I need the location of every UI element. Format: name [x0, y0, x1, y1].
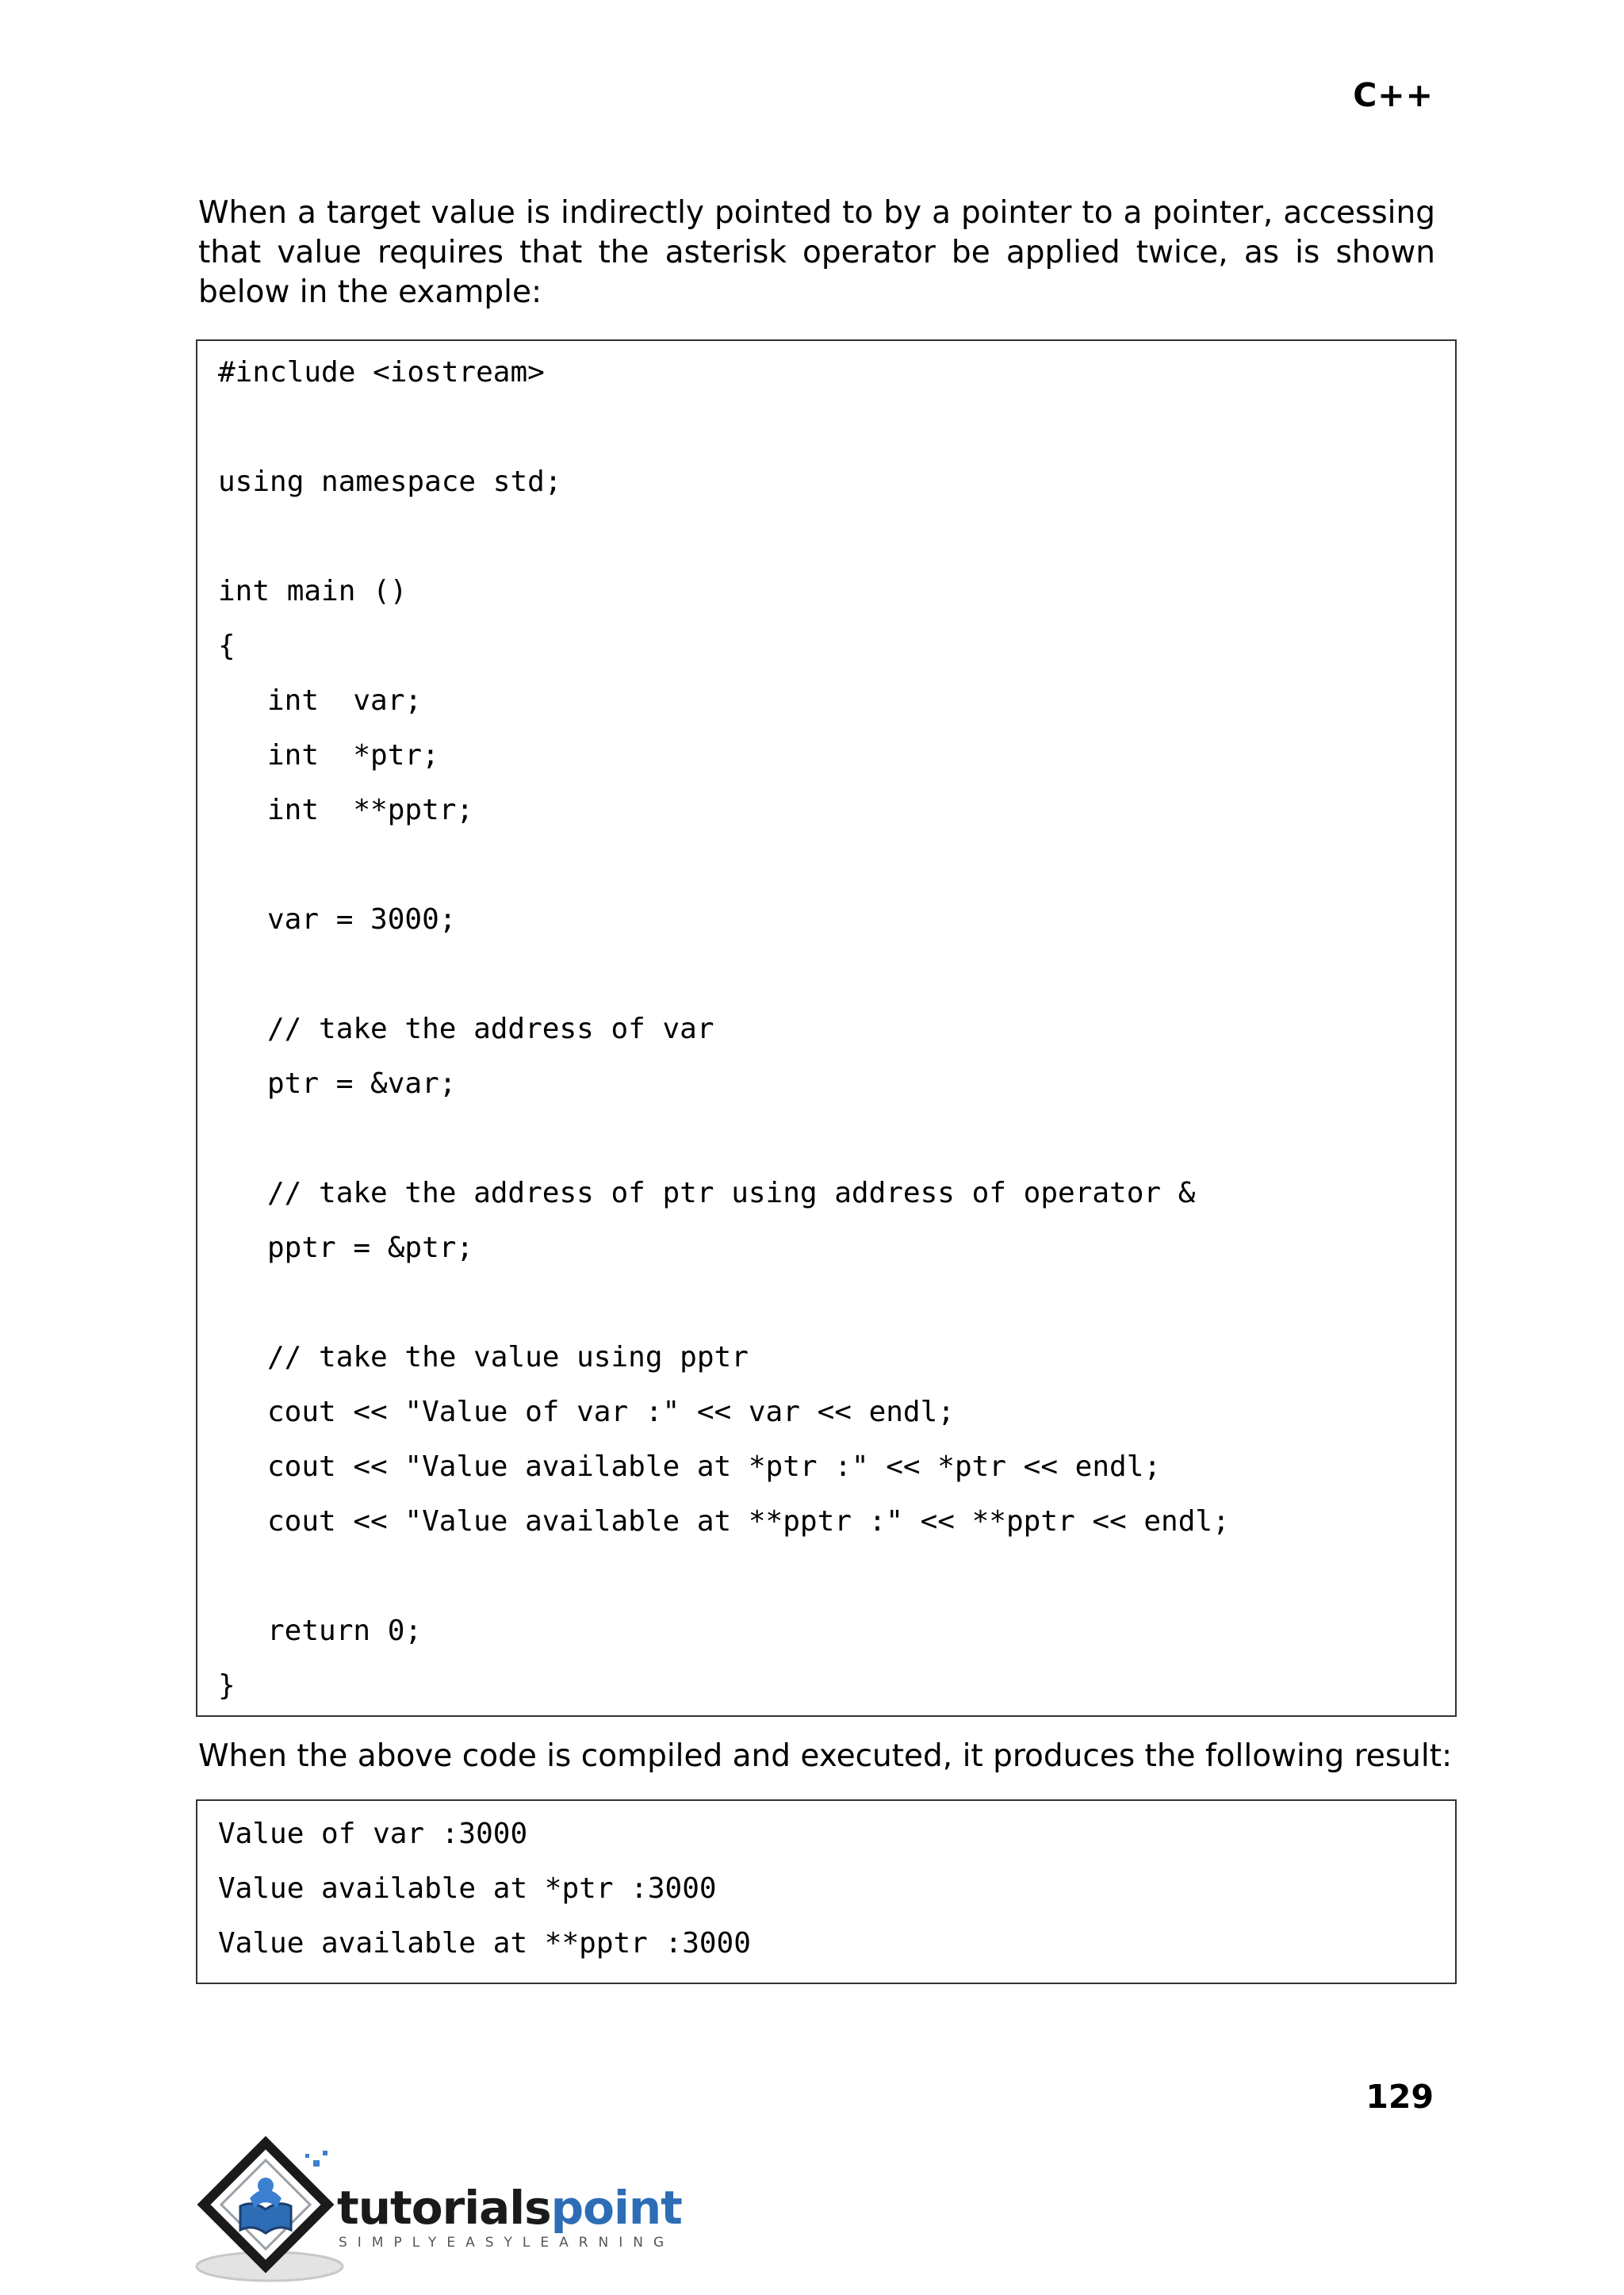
logo-text-point: point [550, 2181, 682, 2235]
logo-tagline: SIMPLYEASYLEARNING [339, 2235, 675, 2251]
output-block [196, 1799, 1457, 1984]
code-block [196, 339, 1457, 1717]
logo-text-tutorials: tutorials [337, 2181, 551, 2235]
code-line: using namespace std; [218, 466, 562, 498]
code-line: int *ptr; [267, 739, 439, 772]
code-line: pptr = &ptr; [267, 1232, 474, 1264]
code-line: cout << "Value available at *ptr :" << *ptr << endl; [267, 1450, 1162, 1483]
result-description: When the above code is compiled and executed, it produces the following result: [198, 1738, 1453, 1774]
code-line: int var; [267, 684, 423, 717]
code-line: return 0; [267, 1615, 423, 1647]
output-line: Value available at *ptr :3000 [218, 1872, 717, 1905]
code-line: ptr = &var; [267, 1067, 457, 1100]
code-line: cout << "Value available at **pptr :" << **pptr << endl; [267, 1505, 1230, 1538]
code-line: #include <iostream> [218, 356, 545, 389]
output-line: Value of var :3000 [218, 1818, 528, 1850]
code-line: int main () [218, 575, 408, 607]
code-line: cout << "Value of var :" << var << endl; [267, 1396, 955, 1428]
code-line: var = 3000; [267, 903, 457, 936]
logo-wordmark [337, 2181, 682, 2235]
code-line: int **pptr; [267, 794, 474, 826]
code-line: } [218, 1669, 236, 1702]
logo-text [337, 2181, 682, 2235]
intro-paragraph: When a target value is indirectly pointed to by a pointer to a pointer, accessing that value requires that the asterisk operator be applied twice, as is shown below in the example: [198, 195, 1435, 310]
code-line: { [218, 630, 236, 662]
header-title: C++ [1353, 76, 1434, 114]
code-line: // take the address of ptr using address of operator & [267, 1177, 1196, 1209]
code-line: // take the address of var [267, 1013, 714, 1045]
code-line: // take the value using pptr [267, 1341, 749, 1374]
output-line: Value available at **pptr :3000 [218, 1927, 751, 1960]
tutorialspoint-logo [194, 2133, 686, 2284]
page-number: 129 [1365, 2078, 1434, 2116]
